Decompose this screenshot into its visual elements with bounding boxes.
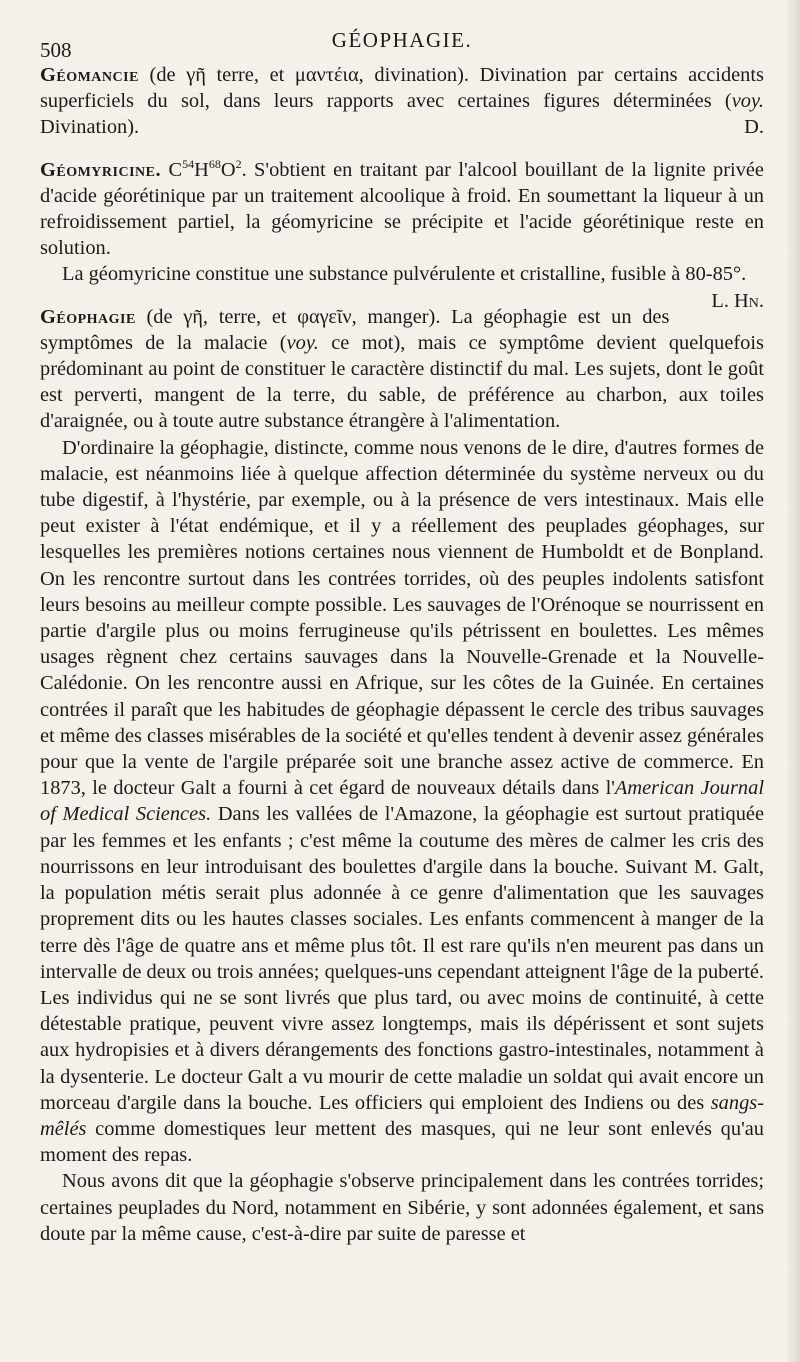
entry-text: ce mot), mais ce symptôme devient quelquefois prédominant au point de constituer le caractère distinctif du mal. Les sujets, dont le goût est perverti, mangent de la terre, du sable, de préférence au charbon, aux toiles d'araignée, ou à toute autre substance étrangère à l'alimentation. — [40, 331, 764, 433]
entry-text: Dans les vallées de l'Amazone, la géophagie est surtout pratiquée par les femmes et les enfants ; c'est même la coutume des mères de calmer les cris des nourrissons en leur introduisant des boulettes d'argile dans la bouche. Suivant M. Galt, la population métis serait plus adonnée à ce genre d'alimentation que les sauvages proprement dits ou les hautes classes sociales. Les enfants commencent à manger de la terre dès l'âge de quatre ans et même plus tôt. Il est rare qu'ils n'en meurent pas dans un intervalle de deux ou trois années; quelques-uns cependant atteignent l'âge de la puberté. Les individus qui ne se sont livrés que plus tard, ou avec moins de continuité, à cette détestable pratique, peuvent vivre assez longtemps, mais ils dépérissent et sont sujets aux hydropisies et à divers dérangements des fonctions gastro-intestinales, notamment à la dysenterie. Le docteur Galt a vu mourir de cette maladie un soldat qui avait encore un morceau d'argile dans la bouche. Les officiers qui emploient des Indiens ou des — [40, 803, 764, 1114]
entry-text: Nous avons dit que la géophagie s'observe principalement dans les contrées torrides; certaines peuplades du Nord, notamment en Sibérie, y sont adonnées également, et sans doute par la même cause, c'est-à-dire par suite de paresse et — [40, 1170, 764, 1245]
chemical-formula: $C^{54}H^{68}O^2$ — [168, 156, 242, 181]
entry-paragraph — [40, 435, 764, 1169]
headword: Géomancie — [40, 64, 139, 86]
entry-geomancie — [40, 62, 764, 141]
entry-paragraph — [40, 261, 764, 312]
entry-paragraph — [40, 62, 764, 141]
entry-text: D'ordinaire la géophagie, distincte, comme nous venons de le dire, d'autres formes de malacie, est néanmoins liée à quelque affection déterminée du système nerveux ou du tube digestif, à l'hystérie, par exemple, ou à la présence de vers intestinaux. Mais elle peut exister à l'état endémique, et il y a réellement des peuplades géophages, sur lesquelles les premières notions certaines nous viennent de Humboldt et de Bonpland. On les rencontre surtout dans les contrées torrides, où des peuples indolents satisfont leurs besoins au meilleur compte possible. Les sauvages de l'Orénoque se nourrissent en partie d'argile plus ou moins ferrugineuse qu'ils pétrissent en boulettes. Les mêmes usages règnent chez certains sauvages dans la Nouvelle-Grenade et la Nouvelle-Calédonie. On les rencontre aussi en Afrique, sur les côtes de la Guinée. En certaines contrées il paraît que les habitudes de géophagie dépassent le cercle des tribus sauvages et même des classes misérables de la société et qu'elles tendent à devenir assez générales pour que la vente de l'argile préparée soit une branche assez active de commerce. En 1873, le docteur Galt a fourni à cet égard de nouveaux détails dans l' — [40, 436, 764, 800]
journal-title: American Journal of Medical Sciences. — [40, 777, 764, 826]
entry-text: . S'obtient en traitant par l'alcool bouillant de la lignite privée d'acide géorétinique par un traitement alcoolique à froid. En soumettant la liqueur à un refroidissement partiel, la géomyricine se précipite et l'acide géorétinique reste en solution. — [40, 158, 764, 260]
cross-reference: voy. — [286, 331, 319, 354]
entry-geophagie — [40, 304, 764, 1247]
entry-text: comme domestiques leur mettent des masques, qui ne leur sont enlevés qu'au moment des repas. — [40, 1117, 764, 1167]
headword: Géomyricine. — [40, 158, 162, 181]
entry-paragraph — [40, 1168, 764, 1247]
running-head: GÉOPHAGIE. — [331, 28, 473, 52]
entry-geomyricine — [40, 156, 764, 312]
entry-text: Divination). — [40, 116, 140, 139]
entry-text: La géomyricine constitue une substance pulvérulente et cristalline, fusible à 80-85°. — [62, 263, 747, 286]
author-initials: L. Hn. — [711, 289, 764, 312]
author-initials: D. — [744, 116, 764, 139]
page-number: 508 — [40, 38, 72, 62]
page-header — [40, 24, 764, 62]
entry-paragraph — [40, 304, 764, 435]
entry-text: (de γῆ terre, et μαντέια, divination). Divination par certains accidents superficiels du sol, dans leurs rapports avec certaines figures déterminées ( — [40, 64, 764, 113]
italic-term: sangs-mêlés — [40, 1091, 764, 1140]
headword: Géophagie — [40, 305, 136, 328]
entry-text: (de γῆ, terre, et φαγεῖν, manger). La géophagie est un des symptômes de la malacie ( — [40, 305, 670, 354]
cross-reference: voy. — [731, 90, 764, 113]
entry-paragraph — [40, 157, 764, 262]
